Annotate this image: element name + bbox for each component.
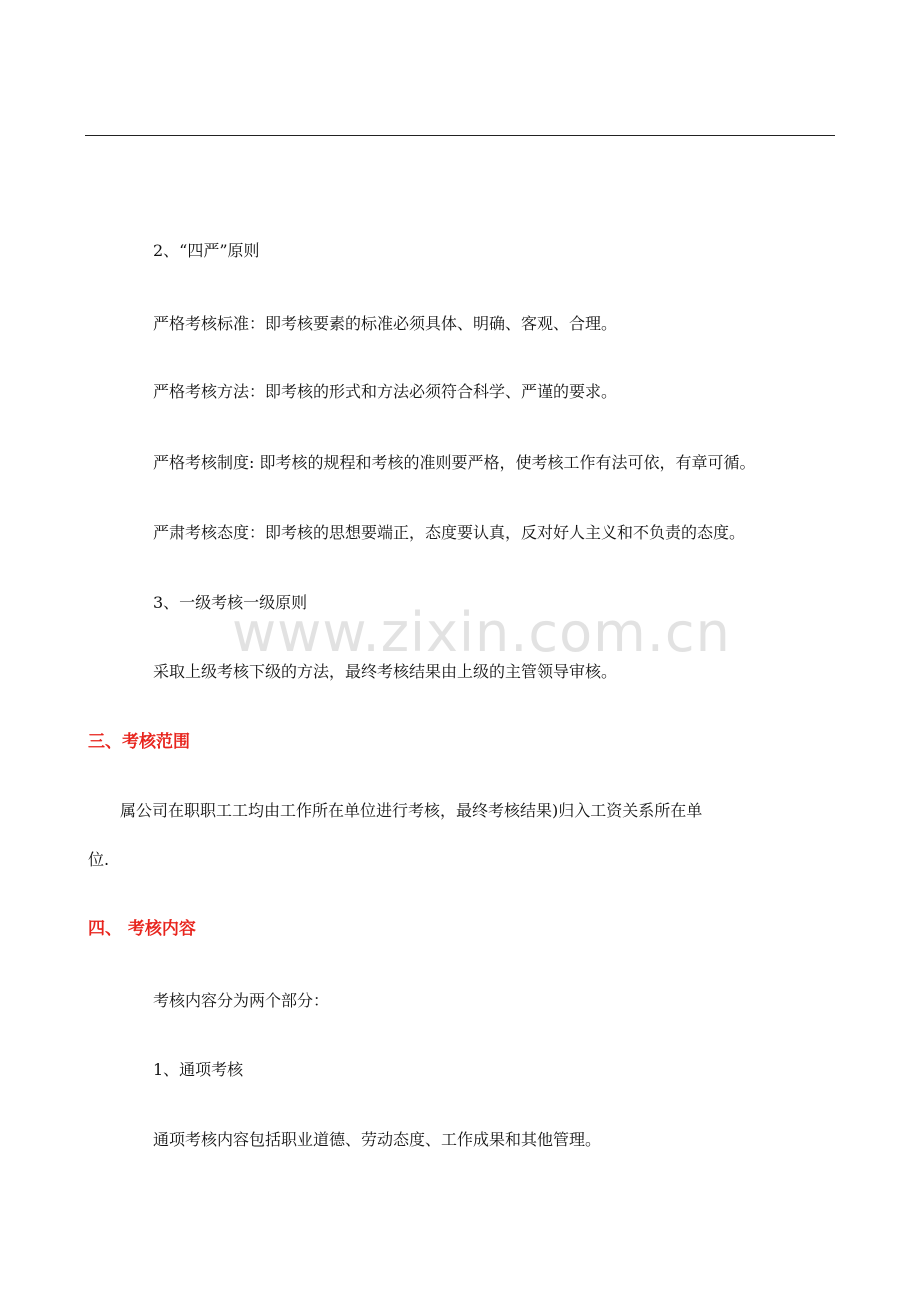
subheading-level-principle: 3、一级考核一级原则 (153, 593, 308, 612)
paragraph-method: 严格考核方法：即考核的形式和方法必须符合科学、严谨的要求。 (153, 382, 618, 401)
paragraph-standard: 严格考核标准：即考核要素的标准必须具体、明确、客观、合理。 (153, 314, 618, 333)
paragraph-general-content: 通项考核内容包括职业道德、劳动态度、工作成果和其他管理。 (153, 1130, 602, 1149)
section-heading-content: 四、 考核内容 (88, 919, 196, 939)
header-rule (85, 135, 835, 136)
paragraph-system: 严格考核制度: 即考核的规程和考核的准则要严格，使考核工作有法可依，有章可循。 (153, 453, 756, 472)
subheading-general-assessment: 1、通项考核 (153, 1060, 244, 1079)
paragraph-scope-line2: 位. (88, 850, 110, 869)
paragraph-content-parts: 考核内容分为两个部分： (153, 991, 330, 1010)
paragraph-scope-line1: 属公司在职职工工均由工作所在单位进行考核，最终考核结果)归入工资关系所在单 (120, 801, 703, 820)
paragraph-attitude: 严肃考核态度：即考核的思想要端正，态度要认真，反对好人主义和不负责的态度。 (153, 523, 746, 542)
watermark: www.zixin.com.cn (232, 601, 731, 664)
subheading-four-strict: 2、“四严”原则 (153, 241, 260, 260)
paragraph-superior-review: 采取上级考核下级的方法，最终考核结果由上级的主管领导审核。 (153, 662, 618, 681)
section-heading-scope: 三、考核范围 (88, 732, 190, 752)
